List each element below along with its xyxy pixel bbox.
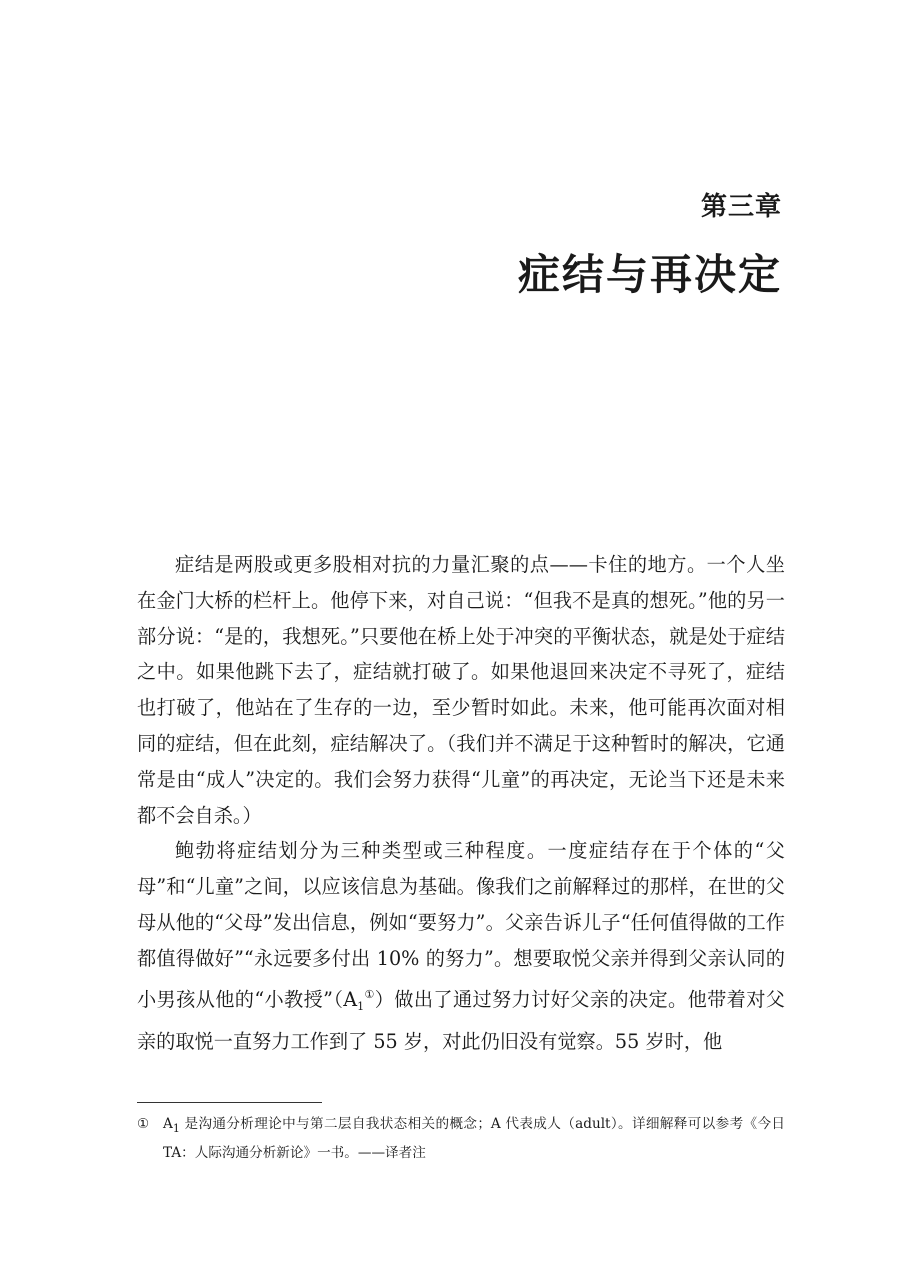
footnote-number: ① (137, 1116, 150, 1132)
reference-subscript: 1 (357, 999, 365, 1013)
footnote-divider (137, 1102, 322, 1103)
ego-state-reference (343, 988, 374, 1011)
paragraph: 症结是两股或更多股相对抗的力量汇聚的点——卡住的地方。一个人坐在金门大桥的栏杆上。他停下来，对自己说：“但我不是真的想死。”他的另一部分说：“是的，我想死。”只要他在桥上处于冲突的平衡状态，就是处于症结之中。如果他跳下去了，症结就打破了。如果他退回来决定不寻死了，症结也打破了，他站在了生存的一边，至少暂时如此。未来，他可能再次面对相同的症结，但在此刻，症结解决了。（我们并不满足于这种暂时的解决，它通常是由“成人”决定的。我们会努力获得“儿童”的再决定，无论当下还是未来都不会自杀。） (137, 553, 785, 827)
footnote (137, 1112, 785, 1166)
chapter-title: 症结与再决定 (517, 250, 782, 299)
chapter-number: 第三章 (700, 192, 782, 222)
paragraph-text: ）做出了通过努力讨好父亲的决定。他带着对父亲的取悦一直努力工作到了 55 岁，对此仍旧没有觉察。55 岁时，他 (137, 987, 785, 1054)
footnote-letter: A (163, 1116, 173, 1132)
paragraph-text: 鲍勃将症结划分为三种类型或三种程度。一度症结存在于个体的“父母”和“儿童”之间，以应该信息为基础。像我们之前解释过的那样，在世的父母从他的“父母”发出信息，例如“要努力”。父亲告诉儿子“任何值得做的工作都值得做好”“永远要多付出 10% 的努力”。想要取悦父亲并得到父亲认同的小男孩从他的“小教授”（ (137, 839, 785, 1011)
body-text (137, 547, 785, 1060)
footnote-subscript: 1 (172, 1122, 180, 1135)
footnote-reference: ① (364, 987, 375, 1001)
reference-letter: A (343, 987, 358, 1011)
footnote-text: 是沟通分析理论中与第二层自我状态相关的概念；A 代表成人（adult）。详细解释可以参考《今日 TA：人际沟通分析新论》一书。——译者注 (163, 1116, 785, 1161)
paragraph (137, 833, 785, 1060)
